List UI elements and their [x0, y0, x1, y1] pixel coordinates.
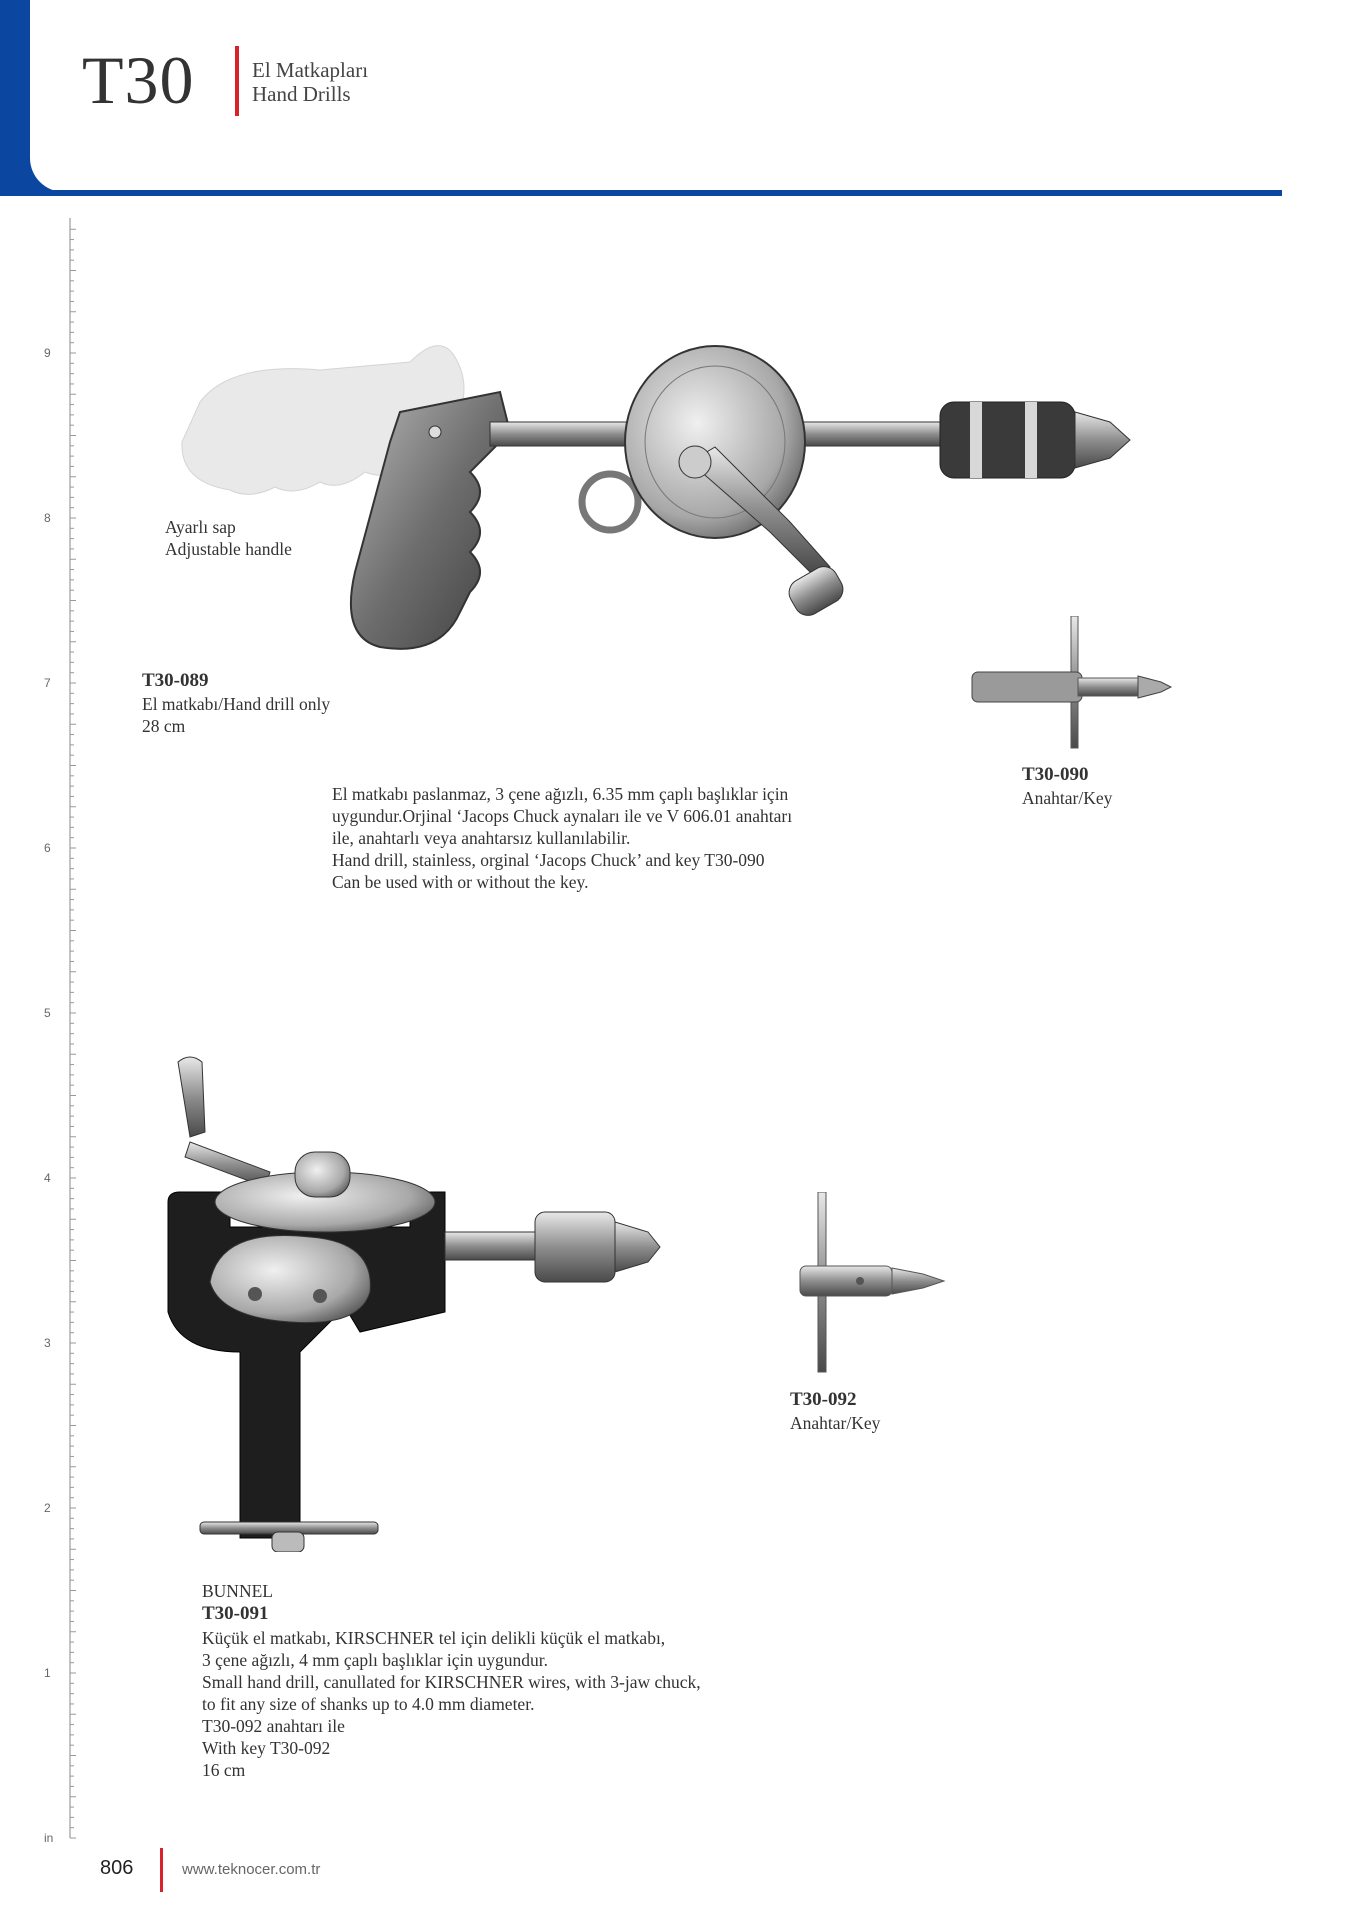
- description-line: Small hand drill, canullated for KIRSCHNER wires, with 3-jaw chuck,: [202, 1672, 701, 1692]
- ruler-unit-label: in: [44, 1831, 54, 1845]
- ruler-mark-label: 2: [44, 1501, 51, 1515]
- description-line: Hand drill, stainless, orginal ‘Jacops Chuck’ and key T30-090: [332, 850, 765, 870]
- category-title-tr: El Matkapları: [252, 58, 369, 82]
- description-t30-089: [332, 783, 792, 893]
- website-link[interactable]: www.teknocer.com.tr: [182, 1861, 321, 1878]
- ruler-mark-label: 7: [44, 676, 51, 690]
- header-panel: [30, 0, 1357, 192]
- ruler-mark-label: 6: [44, 841, 51, 855]
- small-hand-drill-t30-091-image: [160, 1052, 700, 1552]
- product-code-t30-089: T30-089: [142, 670, 209, 691]
- description-line: With key T30-092: [202, 1738, 331, 1758]
- product-size-t30-089: 28 cm: [142, 716, 186, 736]
- ruler-mark-label: 3: [44, 1336, 51, 1350]
- product-code-t30-091: T30-091: [202, 1603, 269, 1624]
- header-divider: [235, 46, 239, 116]
- description-line: T30-092 anahtarı ile: [202, 1716, 345, 1736]
- description-line: Can be used with or without the key.: [332, 872, 589, 892]
- option-label-tr: Ayarlı sap: [165, 517, 236, 537]
- key-t30-090-image: [966, 616, 1176, 752]
- description-line: Küçük el matkabı, KIRSCHNER tel için delikli küçük el matkabı,: [202, 1628, 666, 1648]
- ruler-mark-label: 4: [44, 1171, 51, 1185]
- option-label-en: Adjustable handle: [165, 539, 292, 559]
- ruler-mark-label: 8: [44, 511, 51, 525]
- page-number: 806: [100, 1857, 134, 1879]
- key-t30-092-image: [798, 1192, 948, 1374]
- category-title-en: Hand Drills: [252, 82, 351, 106]
- description-line: to fit any size of shanks up to 4.0 mm diameter.: [202, 1694, 535, 1714]
- description-line: 3 çene ağızlı, 4 mm çaplı başlıklar için uygundur.: [202, 1650, 549, 1670]
- section-code: T30: [82, 42, 195, 118]
- brand-bunnel: BUNNEL: [202, 1581, 273, 1601]
- description-line: ile, anahtarlı veya anahtarsız kullanılabilir.: [332, 828, 631, 848]
- product-code-t30-090: T30-090: [1022, 764, 1089, 785]
- header-rule: [0, 190, 1282, 196]
- footer-divider: [160, 1848, 163, 1892]
- description-line: uygundur.Orjinal ‘Jacops Chuck aynaları ile ve V 606.01 anahtarı: [332, 806, 793, 826]
- description-line: El matkabı paslanmaz, 3 çene ağızlı, 6.35 mm çaplı başlıklar için: [332, 784, 789, 804]
- ruler-mark-label: 9: [44, 346, 51, 360]
- description-t30-091: [202, 1627, 701, 1781]
- product-code-t30-092: T30-092: [790, 1389, 857, 1410]
- ruler-ticks: [70, 218, 76, 1838]
- product-name-t30-090: Anahtar/Key: [1022, 788, 1113, 808]
- product-name-t30-092: Anahtar/Key: [790, 1413, 881, 1433]
- inch-ruler: [36, 218, 76, 1846]
- description-line: 16 cm: [202, 1760, 246, 1780]
- product-name-t30-089: El matkabı/Hand drill only: [142, 694, 331, 714]
- ruler-mark-label: 5: [44, 1006, 51, 1020]
- ruler-mark-label: 1: [44, 1666, 51, 1680]
